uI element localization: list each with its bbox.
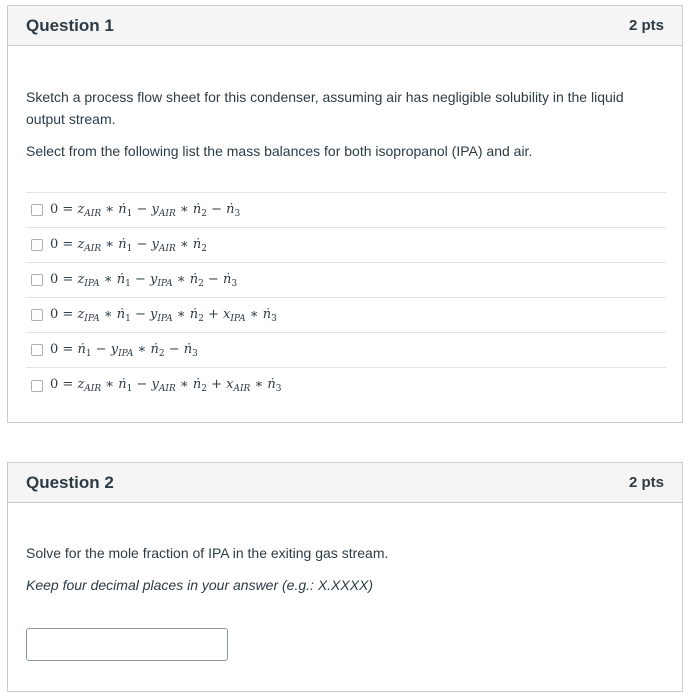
question-2-card: [7, 462, 683, 692]
answer-options-list: [26, 192, 666, 403]
answer-option[interactable]: [26, 263, 666, 298]
answer-equation: $0 = z_{AIR}$ ∗ ṅ$_1$ − $y_{AIR}$ ∗ ṅ$_2$ − ṅ$_3$: [50, 201, 241, 219]
answer-equation: $0 = z_{AIR}$ ∗ ṅ$_1$ − $y_{AIR}$ ∗ ṅ$_2$ + $x_{AIR}$ ∗ ṅ$_3$: [50, 377, 282, 394]
answer-option[interactable]: [26, 228, 666, 263]
question-1-card: [7, 5, 683, 423]
answer-checkbox[interactable]: [31, 239, 43, 251]
question-2-title: Question 2: [26, 472, 114, 492]
question-1-title: Question 1: [26, 15, 114, 35]
answer-equation: $0 = z_{AIR}$ ∗ ṅ$_1$ − $y_{AIR}$ ∗ ṅ$_2$: [50, 236, 207, 254]
question-1-text: Sketch a process flow sheet for this condenser, assuming air has negligible solubility in the liquid output stream.: [26, 89, 624, 127]
answer-checkbox[interactable]: [31, 380, 43, 392]
answer-equation: $0 = z_{IPA}$ ∗ ṅ$_1$ − $y_{IPA}$ ∗ ṅ$_2$ + $x_{IPA}$ ∗ ṅ$_3$: [50, 306, 277, 324]
question-1-points: 2 pts: [628, 17, 664, 34]
answer-checkbox[interactable]: [31, 344, 43, 356]
answer-input[interactable]: [26, 628, 228, 661]
question-1-instruction: Select from the following list the mass balances for both isopropanol (IPA) and air.: [26, 143, 533, 159]
answer-checkbox[interactable]: [31, 204, 43, 216]
question-2-header: [8, 463, 682, 503]
answer-equation: $0 = z_{IPA}$ ∗ ṅ$_1$ − $y_{IPA}$ ∗ ṅ$_2$ − ṅ$_3$: [50, 271, 238, 289]
question-1-header: [8, 6, 682, 46]
answer-option[interactable]: [26, 333, 666, 368]
question-2-points: 2 pts: [628, 474, 664, 491]
answer-checkbox[interactable]: [31, 309, 43, 321]
question-2-instruction: Keep four decimal places in your answer (e.g.: X.XXXX): [26, 577, 374, 593]
question-2-text: Solve for the mole fraction of IPA in the exiting gas stream.: [26, 545, 389, 561]
answer-checkbox[interactable]: [31, 274, 43, 286]
answer-option[interactable]: [26, 368, 666, 403]
answer-option[interactable]: [26, 193, 666, 228]
answer-option[interactable]: [26, 298, 666, 333]
answer-equation: 0 = ṅ$_1$ − $y_{IPA}$ ∗ ṅ$_2$ − ṅ$_3$: [50, 341, 198, 359]
